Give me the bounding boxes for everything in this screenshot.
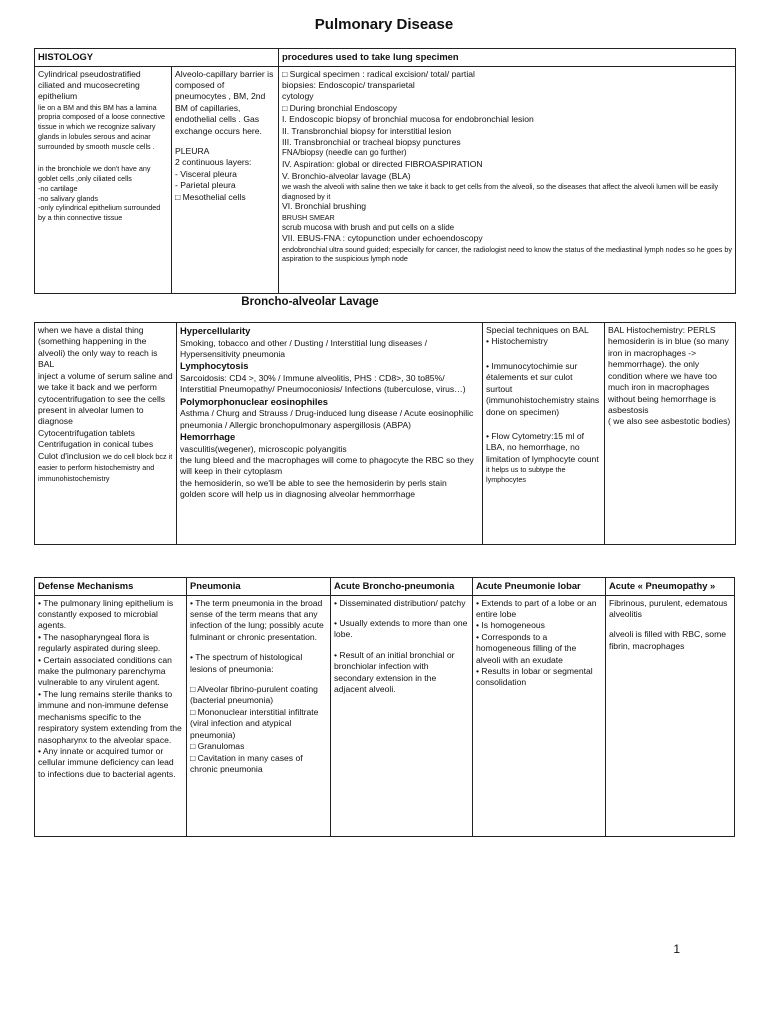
text-line: -only cylindrical epithelium surrounded by a thin connective tissue (38, 203, 161, 222)
text-line: • Corresponds to a homogeneous filling of the alveoli with an exudate (476, 631, 577, 665)
text-line: □ Mononuclear interstitial infiltrate (viral infection and atypical pneumonia) (190, 706, 319, 740)
text-line: Cytocentrifugation tablets (38, 427, 135, 438)
text-line: • Disseminated distribution/ patchy (334, 597, 466, 608)
bronchopneumonia-header: Acute Broncho-pneumonia (331, 578, 473, 596)
epithelium-cell (35, 66, 172, 294)
page-number: 1 (673, 942, 680, 956)
text-line: • Immunocytochimie sur étalements et sur culot surtout (486, 360, 578, 394)
text-line: golden score will help us in diagnosing alveolar hemmorrhage (180, 489, 416, 500)
defense-header: Defense Mechanisms (35, 578, 187, 596)
text-line: - Parietal pleura (175, 180, 236, 191)
text-line: □ Cavitation in many cases of chronic pneumonia (190, 752, 303, 774)
text-line: IV. Aspiration: global or directed FIBROASPIRATION (282, 159, 483, 170)
text-line: -no cartilage (38, 183, 78, 193)
procedures-header: procedures used to take lung specimen (279, 49, 736, 67)
text-line: vasculitis(wegener), microscopic polyangitis (180, 443, 347, 454)
text-line: - Visceral pleura (175, 168, 237, 179)
text-line: Special techniques on BAL (486, 325, 589, 335)
text-line: 2 continuous layers: (175, 157, 252, 168)
text-line: Asthma / Churg and Strauss / Drug-induced lung disease / Acute eosinophilic pneumonia / Allergic bronchopulmonary aspergillosis (ABPA) (180, 408, 474, 430)
text-line: • Usually extends to more than one lobe. (334, 617, 468, 640)
page-title: Pulmonary Disease (314, 16, 454, 33)
text-line: III. Transbronchial or tracheal biopsy punctures (282, 137, 461, 148)
text-line: lie on a BM and this BM has a lamina propria composed of a loose connective tissue in which we recognize salivary glands in lobules serous and acinar surrounded by smooth muscle cells . (38, 102, 166, 151)
pneumonia-table (34, 577, 735, 837)
text-line: • The nasopharyngeal flora is regularly aspirated during sleep. (38, 631, 161, 654)
text-line: □ During bronchial Endoscopy (282, 102, 398, 113)
text-line: we do cell block bcz it easier to perform histochemistry and immunohistochemistry (38, 451, 173, 484)
text-line: inject a volume of serum saline and we take it back and we perform cytocentrifugation to see the cells present in alveolar lumen to diagnose (38, 370, 173, 427)
text-line: □ Surgical specimen : radical excision/ total/ partial (282, 68, 475, 79)
text-line: Sarcoidosis: CD4 >, 30% / Immune alveolitis, PHS : CD8>, 30 to85%/ Interstitial Pneumopathy/ Pneumoconiosis/ Infections (tuberculose, virus…) (180, 372, 466, 395)
finding-heading: Polymorphonuclear eosinophiles (180, 395, 328, 407)
text-line: when we have a distal thing (something happening in the alveoli) the only way to reach is BAL (38, 325, 158, 370)
text-line: • The spectrum of histological lesions of pneumonia: (190, 652, 303, 674)
text-line: we wash the alveoli with saline then we take it back to get cells from the alveoli, so the diseases that affect the alveoli lumen will be easily diagnosed by it (282, 181, 719, 201)
defense-cell (35, 595, 187, 837)
text-line: • The term pneumonia in the broad sense of the term means that any infection of the lung; possibly acute fulminant or chronic presentation. (190, 597, 324, 642)
bronchopneumonia-cell (331, 595, 473, 837)
bal-description-cell (35, 323, 177, 545)
text-line: ( we also see asbestotic bodies) (608, 416, 731, 427)
text-line: -no salivary glands (38, 193, 98, 203)
text-line: • The lung remains sterile thanks to immune and non-immune defense mechanisms specific to the respiratory system extending from the nasopharynx to the alveolar space. (38, 688, 182, 745)
text-line: □ Alveolar fibrino-purulent coating (bacterial pneumonia) (190, 684, 318, 706)
text-line: alveoli is filled with RBC, some fibrin, macrophages (609, 629, 727, 651)
text-line: hemosiderin is in blue (so many iron in macrophages -> hemmorrhage). the only condition where we have too much iron in macrophages without being hemorrhage is asbestosis (608, 336, 729, 415)
text-line: • Results in lobar or segmental consolidation (476, 666, 593, 688)
text-line: II. Transbronchial biopsy for interstitial lesion (282, 125, 452, 136)
text-line: Smoking, tobacco and other / Dusting / Interstitial lung diseases / Hypersensitivity pneumonia (180, 337, 427, 359)
text-line: (immunohistochemistry stains done on specimen) (486, 395, 600, 417)
text-line: • Histochemistry (486, 336, 548, 347)
text-line: • Is homogeneous (476, 620, 545, 631)
text-line: it helps us to subtype the lymphocytes (486, 465, 566, 484)
text-line: • Extends to part of a lobe or an entire lobe (476, 597, 597, 619)
histology-header: HISTOLOGY (35, 49, 279, 67)
finding-heading: Hypercellularity (180, 325, 251, 336)
text-line: Culot d'inclusion (38, 450, 101, 461)
pneumonia-cell (187, 595, 331, 837)
text-line: Centrifugation in conical tubes (38, 439, 154, 450)
text-line: VII. EBUS-FNA : cytopunction under echoendoscopy (282, 233, 483, 244)
text-line: Alveolo-capillary barrier is composed of pneumocytes , BM, 2nd BM of capillaries, endothelial cells . Gas exchange occurs here. (175, 68, 274, 136)
histology-table (34, 48, 736, 294)
text-line: scrub mucosa with brush and put cells on a slide (282, 222, 455, 232)
text-line: endobronchial ultra sound guided; especially for cancer, the radiologist need to know the status of the mediastinal lymph nodes so he goes by aspiration to the suspicious lymph node (282, 244, 732, 264)
text-line: FNA/biopsy (needle can go further) (282, 148, 407, 158)
text-line: □ Granulomas (190, 741, 245, 752)
text-line: the lung bleed and the macrophages will come to phagocyte the RBC so they will keep in their cytoplasm (180, 454, 474, 477)
lobar-header: Acute Pneumonie lobar (473, 578, 606, 596)
text-line: • Certain associated conditions can make the pulmonary parenchyma vulnerable to any virulent agent. (38, 654, 172, 688)
text-line: biopsies: Endoscopic/ transparietal (282, 79, 415, 90)
text-line: Cylindrical pseudostratified ciliated and mucosecreting epithelium (38, 68, 141, 102)
text-line: • Flow Cytometry:15 ml of LBA, no hemorrhage, no limitation of lymphocyte count (486, 430, 599, 464)
bal-histochemistry-cell (605, 323, 736, 545)
text-line: □ Mesothelial cells (175, 191, 246, 202)
text-line: • Any innate or acquired tumor or cellular immune deficiency can lead to infections due to bacterial agents. (38, 745, 176, 779)
text-line: PLEURA (175, 146, 210, 157)
text-line: BAL Histochemistry: PERLS (608, 325, 716, 335)
bal-table (34, 322, 736, 545)
lobar-cell (473, 595, 606, 837)
bal-findings-cell (177, 323, 483, 545)
pneumopathy-header: Acute « Pneumopathy » (606, 578, 735, 596)
text-line: the hemosiderin, so we'll be able to see the hemosiderin by perls stain (180, 477, 447, 488)
section-title: Broncho-alveolar Lavage (241, 296, 379, 308)
text-line: • The pulmonary lining epithelium is constantly exposed to microbial agents. (38, 597, 174, 631)
text-line: I. Endoscopic biopsy of bronchial mucosa for endobronchial lesion (282, 114, 534, 125)
text-line: in the bronchiole we don't have any goblet cells ,only ciliated cells (38, 164, 151, 184)
pneumonia-header: Pneumonia (187, 578, 331, 596)
text-line: cytology (282, 91, 314, 102)
finding-heading: Lymphocytosis (180, 360, 249, 372)
text-line: V. Bronchio-alveolar lavage (BLA) (282, 170, 411, 181)
pneumopathy-cell (606, 595, 735, 837)
text-line: Fibrinous, purulent, edematous alveolitis (609, 597, 728, 619)
procedures-cell (279, 66, 736, 294)
alveolar-pleura-cell (172, 66, 279, 294)
text-line: BRUSH SMEAR (282, 212, 335, 222)
text-line: • Result of an initial bronchial or bronchiolar infection with secondary extension in the adjacent alveoli. (334, 649, 455, 695)
text-line: VI. Bronchial brushing (282, 201, 367, 212)
finding-heading: Hemorrhage (180, 431, 236, 443)
bal-techniques-cell (483, 323, 605, 545)
